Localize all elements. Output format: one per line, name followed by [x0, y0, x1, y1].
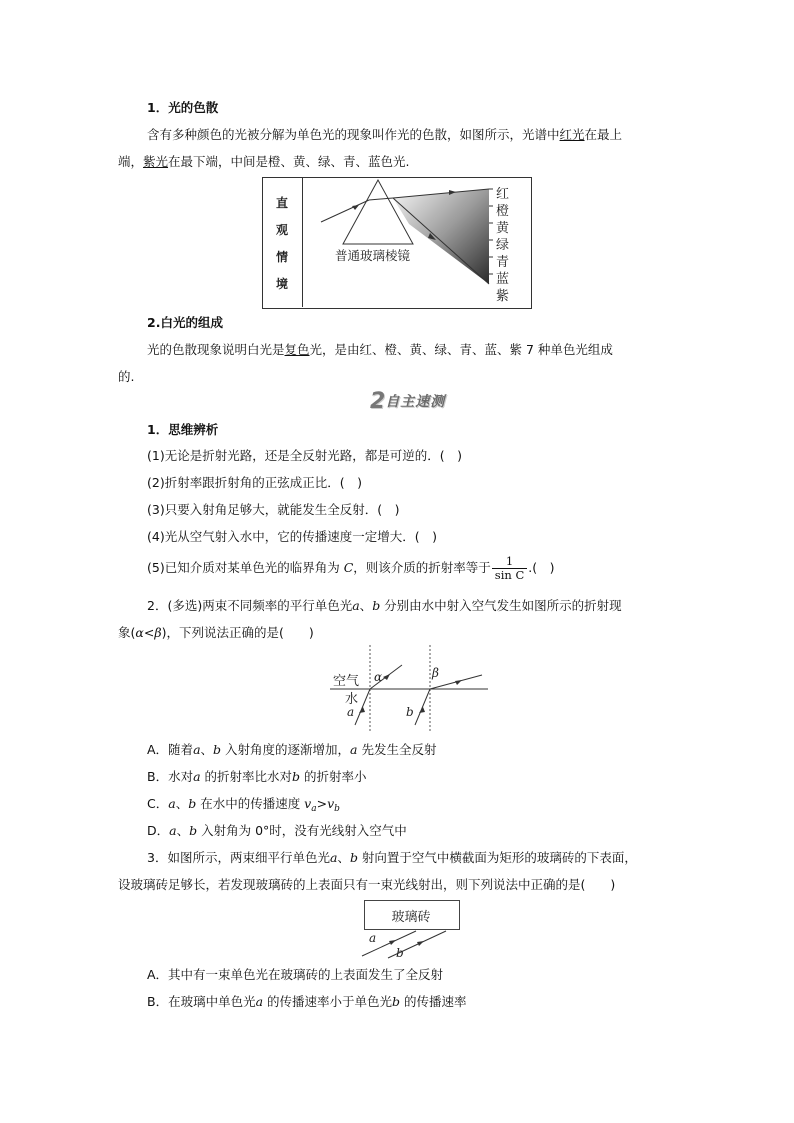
section-2-title: 2.白光的组成 [147, 315, 223, 330]
text-span: 在最下端，中间是橙、黄、绿、青、蓝色光. [168, 154, 410, 169]
text-span: 的传播速率小于单色光 [263, 994, 393, 1009]
air-label: 空气 [333, 674, 360, 689]
beta-symbol: β [154, 625, 162, 640]
var-a: a [169, 823, 177, 838]
text-span: 入射角度的逐渐增加， [221, 742, 351, 757]
text-span: (5)已知介质对某单色光的临界角为 [147, 560, 340, 575]
figure-side-label [276, 190, 288, 298]
compound-light-term: 复色 [284, 342, 310, 357]
subscript-a: a [311, 804, 317, 814]
var-a: a [352, 598, 360, 613]
var-v: v [304, 796, 312, 811]
q1-item-1: (1)无论是折射光路，还是全反射光路，都是可逆的．( ) [147, 448, 462, 463]
var-a: a [255, 994, 264, 1009]
fraction-numerator: 1 [492, 555, 527, 569]
water-label: 水 [345, 692, 359, 707]
text-span: 3．如图所示，两束细平行单色光 [147, 850, 330, 865]
var-a: a [168, 796, 176, 811]
var-b: b [372, 598, 381, 613]
inner-ray [369, 198, 393, 200]
arrow-icon [389, 940, 396, 945]
fraction [492, 555, 527, 582]
q2-option-d [147, 822, 717, 840]
side-char: 观 [276, 223, 289, 237]
badge-text: 自主速测 [385, 394, 446, 410]
ray-b-label: b [396, 946, 404, 960]
section-1-paragraph-line-2 [118, 153, 688, 171]
alpha-symbol: α [135, 625, 144, 640]
text-span: 、 [200, 742, 214, 757]
red-light-term: 红光 [559, 127, 585, 142]
text-span: 的传播速率 [400, 994, 467, 1009]
color-label: 绿 [496, 238, 510, 253]
text-span: < [143, 625, 155, 640]
color-label: 青 [496, 255, 510, 270]
ray-a-label: a [347, 705, 355, 719]
incident-ray [321, 200, 369, 222]
q2-option-b [147, 768, 717, 786]
color-label: 黄 [496, 221, 510, 236]
var-v: v [327, 796, 335, 811]
var-a: a [193, 769, 201, 784]
violet-light-term: 紫光 [143, 154, 169, 169]
text-span: 光的色散现象说明白光是 [147, 342, 285, 357]
badge-number: 2 [370, 389, 386, 414]
text-span: 、 [337, 850, 350, 865]
beta-label: β [432, 666, 439, 680]
text-span: 入射角为 0°时，没有光线射入空气中 [197, 823, 407, 838]
arrow-icon [383, 674, 390, 680]
q3-stem-line-2: 设玻璃砖足够长，若发现玻璃砖的上表面只有一束光线射出，则下列说法中正确的是( ) [118, 877, 616, 892]
color-label: 橙 [496, 204, 510, 219]
text-span: D． [147, 823, 170, 838]
var-a: a [193, 742, 201, 757]
var-b: b [189, 823, 198, 838]
var-b: b [292, 769, 301, 784]
text-span: B．在玻璃中单色光 [147, 994, 256, 1009]
q3-option-b [147, 993, 717, 1011]
ray-a-label: a [369, 931, 377, 945]
q2-stem-line-1 [147, 597, 717, 615]
section-1-paragraph-line-1 [147, 126, 717, 144]
ray-b-water [415, 689, 430, 725]
text-span: 光，是由红、橙、黄、绿、青、蓝、紫 7 种单色光组成 [309, 342, 613, 357]
text-span: 的折射率比水对 [200, 769, 293, 784]
text-span: 象( [118, 625, 136, 640]
q1-title: 1．思维辨析 [147, 422, 219, 437]
q3-stem-line-1 [147, 849, 717, 867]
text-span: 的折射率小 [300, 769, 367, 784]
prism-label: 普通玻璃棱镜 [335, 248, 411, 263]
section-2-paragraph-line-2: 的. [118, 369, 135, 384]
var-a: a [329, 850, 338, 865]
var-a: a [350, 742, 358, 757]
text-span: 在水中的传播速度 [196, 796, 305, 811]
q1-item-4: (4)光从空气射入水中，它的传播速度一定增大．( ) [147, 529, 437, 544]
text-span: 、 [175, 796, 189, 811]
arrow-icon [455, 680, 462, 685]
var-b: b [392, 994, 401, 1009]
text-span: 分别由水中射入空气发生如图所示的折射现 [380, 598, 622, 613]
section-2-paragraph-line-1 [147, 341, 717, 359]
text-span: .( ) [528, 560, 555, 575]
section-1-title: 1．光的色散 [147, 100, 219, 115]
spectrum-fan [393, 189, 489, 284]
color-ticks [489, 189, 493, 274]
var-b: b [213, 742, 222, 757]
text-span: 在最上 [584, 127, 623, 142]
fraction-denominator: sin C [494, 568, 525, 582]
q1-item-3: (3)只要入射角足够大，就能发生全反射．( ) [147, 502, 400, 517]
arrow-icon [417, 941, 424, 946]
q1-item-5 [147, 552, 717, 584]
q2-stem-line-2 [118, 624, 688, 642]
text-span: > [316, 796, 328, 811]
q2-option-a [147, 741, 717, 759]
color-label: 蓝 [496, 272, 510, 287]
text-span: B．水对 [147, 769, 194, 784]
text-span: 、 [176, 823, 190, 838]
var-b: b [188, 796, 197, 811]
q3-option-a: A．其中有一束单色光在玻璃砖的上表面发生了全反射 [147, 967, 444, 982]
text-span: 含有多种颜色的光被分解为单色光的现象叫作光的色散，如图所示，光谱中 [147, 127, 560, 142]
text-span: 、 [359, 598, 373, 613]
color-label: 紫 [496, 289, 510, 304]
q2-option-c [147, 795, 717, 818]
q1-item-2: (2)折射率跟折射角的正弦成正比．( ) [147, 475, 362, 490]
color-label: 红 [496, 187, 510, 202]
side-char: 情 [276, 250, 289, 264]
var-b: b [349, 850, 358, 865]
side-char: 境 [276, 277, 289, 291]
text-span: C． [147, 796, 169, 811]
glass-brick-label: 玻璃砖 [391, 910, 431, 925]
spectrum-labels [496, 186, 509, 305]
subscript-b: b [334, 804, 340, 814]
text-span: 2．(多选)两束不同频率的平行单色光 [147, 598, 353, 613]
text-span: A．随着 [147, 742, 194, 757]
text-span: 先发生全反射 [357, 742, 437, 757]
critical-angle-symbol: C [343, 560, 354, 575]
self-test-badge [370, 389, 445, 413]
text-span: 射向置于空气中横截面为矩形的玻璃砖的下表面， [357, 850, 637, 865]
side-char: 直 [276, 196, 289, 210]
text-span: 端， [118, 154, 144, 169]
alpha-label: α [374, 670, 383, 684]
ray-b-label: b [406, 705, 414, 719]
text-span: )，下列说法正确的是( ) [161, 625, 314, 640]
text-span: ，则该介质的折射率等于 [353, 560, 491, 575]
